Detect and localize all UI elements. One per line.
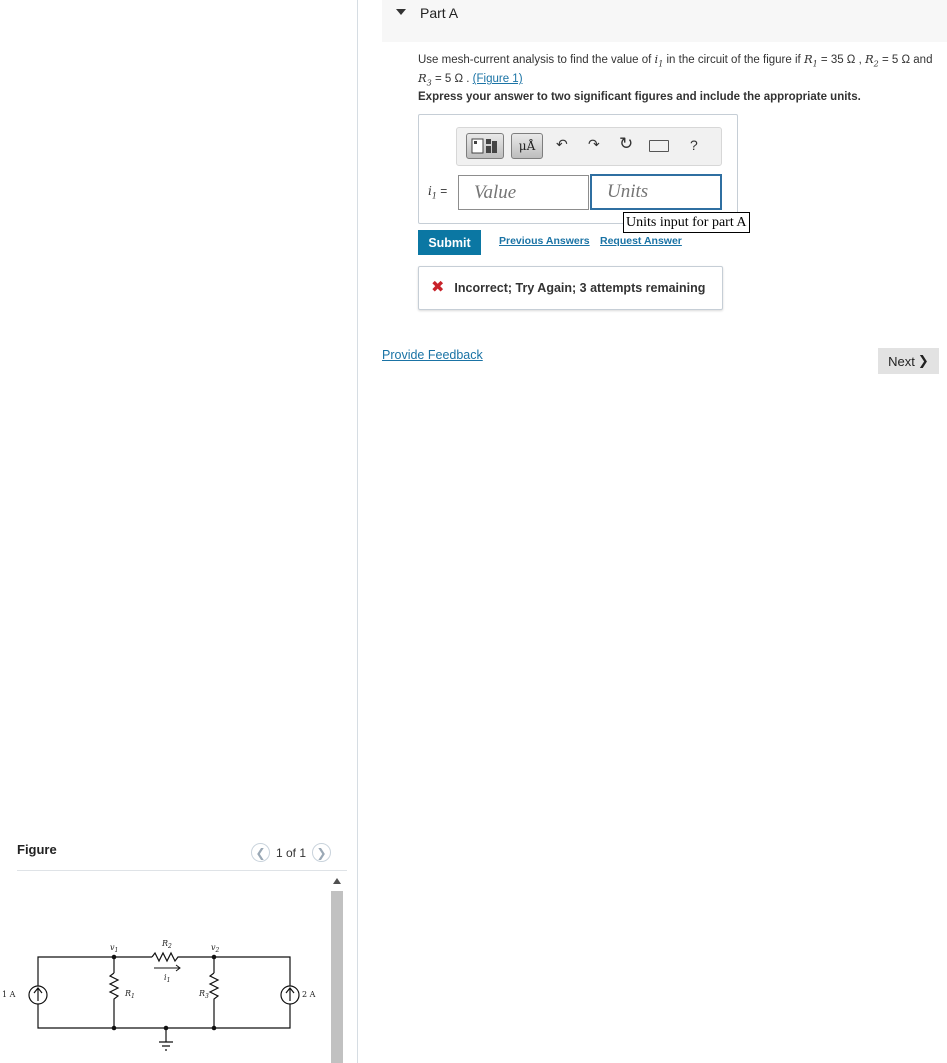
right-current-source xyxy=(281,986,299,1004)
reset-icon[interactable]: ↻ xyxy=(619,134,634,153)
label-source-right: 2 A xyxy=(302,990,316,999)
label-r3: $R_3$ xyxy=(199,989,209,1000)
templates-button[interactable] xyxy=(466,133,504,159)
figure-prev-button[interactable] xyxy=(251,843,270,862)
undo-icon[interactable]: ↶ xyxy=(556,136,568,152)
figure-heading: Figure xyxy=(17,842,57,857)
request-answer-link[interactable]: Request Answer xyxy=(600,235,682,247)
current-arrow-i1 xyxy=(154,965,180,971)
circuit-diagram xyxy=(2,928,328,1063)
scroll-up-arrow-icon[interactable] xyxy=(333,878,341,884)
figure-next-button[interactable] xyxy=(312,843,331,862)
label-i1: $i_1$ xyxy=(164,973,171,984)
resistor-r3 xyxy=(210,973,218,1001)
chevron-left-icon: ❮ xyxy=(255,845,266,860)
math-toolbar xyxy=(456,127,722,166)
left-current-source xyxy=(29,986,47,1004)
redo-icon[interactable]: ↷ xyxy=(588,136,600,152)
value-input[interactable] xyxy=(458,175,589,210)
label-r2: $R_2$ xyxy=(162,939,172,950)
figure-scrollbar[interactable] xyxy=(330,874,344,1063)
next-button-label: Next xyxy=(888,353,915,369)
part-title: Part A xyxy=(420,5,459,21)
figure-pane xyxy=(0,0,358,1063)
units-tooltip: Units input for part A xyxy=(623,212,750,233)
figure-pager xyxy=(251,843,331,862)
instructions: Express your answer to two significant figures and include the appropriate units. xyxy=(418,91,861,103)
figure-link[interactable]: (Figure 1) xyxy=(472,73,523,86)
units-input[interactable] xyxy=(590,174,722,210)
next-button[interactable] xyxy=(878,348,939,374)
previous-answers-link[interactable]: Previous Answers xyxy=(499,235,590,247)
provide-feedback-link[interactable]: Provide Feedback xyxy=(382,348,483,362)
question-text: Use mesh-current analysis to find the value of $i_1$ in the circuit of the figure if $R_1 = 35$ Ω , $R_2 = 5$ Ω and $R_3 = 5$ Ω . (Figure 1) xyxy=(418,52,933,88)
label-source-left: 1 A xyxy=(2,990,16,999)
resistor-r1 xyxy=(110,973,118,1001)
chevron-right-icon: ❯ xyxy=(917,353,929,368)
scroll-thumb[interactable] xyxy=(331,891,343,1063)
figure-pager-label: 1 of 1 xyxy=(276,845,307,860)
label-v2: $v_2$ xyxy=(211,943,220,954)
submit-button[interactable]: Submit xyxy=(418,230,481,255)
circuit-wires xyxy=(38,957,290,1042)
ground-symbol xyxy=(159,1042,173,1050)
figure-divider xyxy=(17,870,347,871)
label-v1: $v_1$ xyxy=(110,943,119,954)
units-button[interactable]: μÅ xyxy=(511,133,543,159)
part-header[interactable] xyxy=(382,0,947,42)
label-r1: $R_1$ xyxy=(125,989,135,1000)
chevron-right-icon: ❯ xyxy=(316,845,327,860)
help-button[interactable]: ? xyxy=(690,137,698,153)
var-i1: $i_1$ xyxy=(654,52,664,69)
templates-icon xyxy=(471,137,499,155)
feedback-text: Incorrect; Try Again; 3 attempts remaining xyxy=(454,281,706,295)
answer-variable-label: $i_1$ = xyxy=(428,184,448,201)
caret-down-icon[interactable] xyxy=(396,9,406,15)
x-icon: ✖ xyxy=(431,279,445,296)
keyboard-icon[interactable] xyxy=(649,140,669,152)
feedback-box xyxy=(418,266,723,310)
